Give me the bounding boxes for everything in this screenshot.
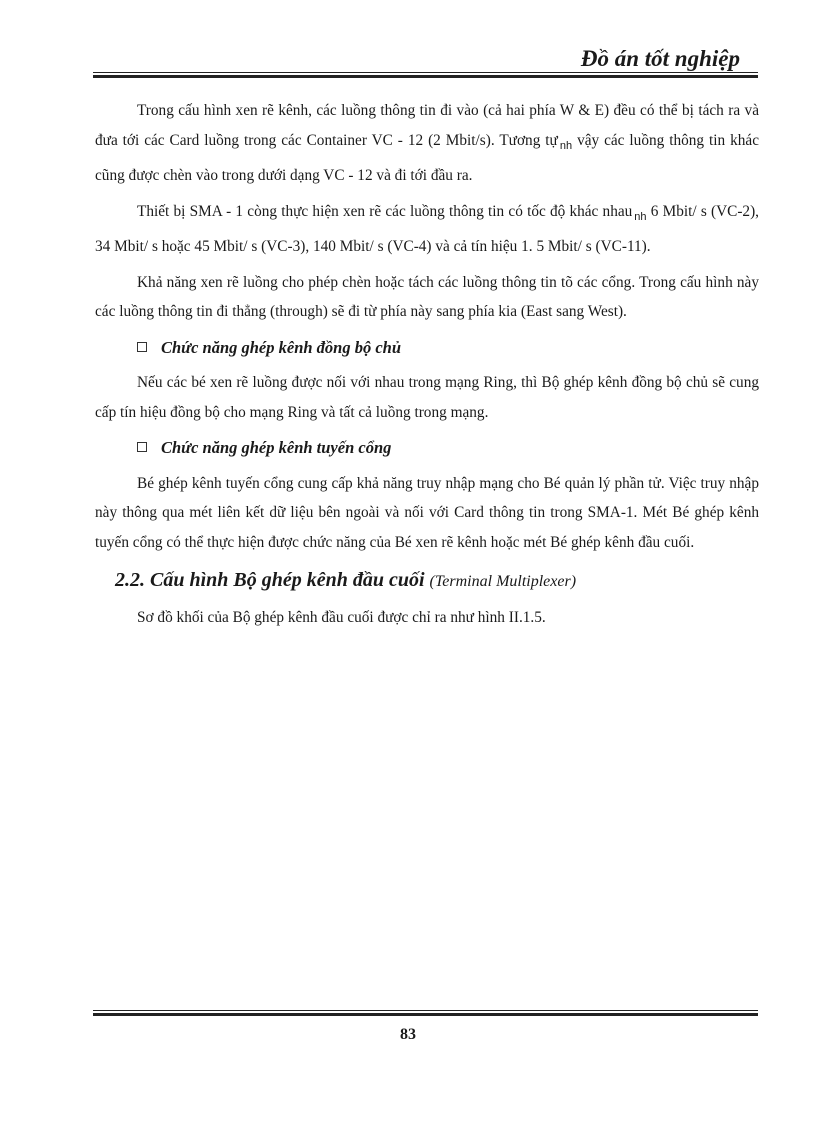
square-bullet-icon <box>137 442 147 452</box>
paragraph: Nếu các bé xen rẽ luồng được nối với nhau trong mạng Ring, thì Bộ ghép kênh đồng bộ chủ sẽ cung cấp tín hiệu đồng bộ cho mạng Ring và tất cả luồng trong mạng. <box>95 374 759 421</box>
document-body <box>95 96 759 639</box>
paragraph: Trong cấu hình xen rẽ kênh, các luồng thông tin đi vào (cả hai phía W & E) đều có thể bị tách ra và đưa tới các Card luồng trong các Container VC - 12 (2 Mbit/s). Tương tự $_{nh}$ vậy các luồng thông tin khác cũng được chèn vào trong dưới dạng VC - 12 và đi tới đầu ra. <box>95 102 759 184</box>
bullet-heading: Chức năng ghép kênh tuyến cổng <box>137 433 759 463</box>
page-header-title: Đồ án tốt nghiệp <box>580 46 740 71</box>
paragraph: Sơ đồ khối của Bộ ghép kênh đầu cuối được chỉ ra như hình II.1.5. <box>137 609 546 626</box>
paragraph: Bé ghép kênh tuyến cổng cung cấp khả năng truy nhập mạng cho Bé quản lý phần tử. Việc truy nhập này thông qua mét liên kết dữ liệu bên ngoài và nối với Card thông tin trong SMA-1. Mét Bé ghép kênh tuyến cổng có thể thực hiện được chức năng của Bé xen rẽ kênh hoặc mét Bé ghép kênh đầu cuối. <box>95 474 759 551</box>
header-rule <box>93 72 758 78</box>
square-bullet-icon <box>137 342 147 352</box>
section-heading: 2.2. Cấu hình Bộ ghép kênh đầu cuối (Terminal Multiplexer) <box>115 569 577 591</box>
footer-rule <box>93 1010 758 1016</box>
paragraph: Thiết bị SMA - 1 còng thực hiện xen rẽ các luồng thông tin có tốc độ khác nhau $_{nh}$ 6 Mbit/ s (VC-2), 34 Mbit/ s hoặc 45 Mbit/ s (VC-3), 140 Mbit/ s (VC-4) và cả tín hiệu 1. 5 Mbit/ s (VC-11). <box>95 202 759 255</box>
paragraph: Khả năng xen rẽ luồng cho phép chèn hoặc tách các luồng thông tin tõ các cổng. Trong cấu hình này các luồng thông tin đi thẳng (through) sẽ đi từ phía này sang phía kia (East sang West). <box>95 273 759 320</box>
page-number: 83 <box>400 1026 416 1043</box>
bullet-heading: Chức năng ghép kênh đồng bộ chủ <box>137 333 759 363</box>
